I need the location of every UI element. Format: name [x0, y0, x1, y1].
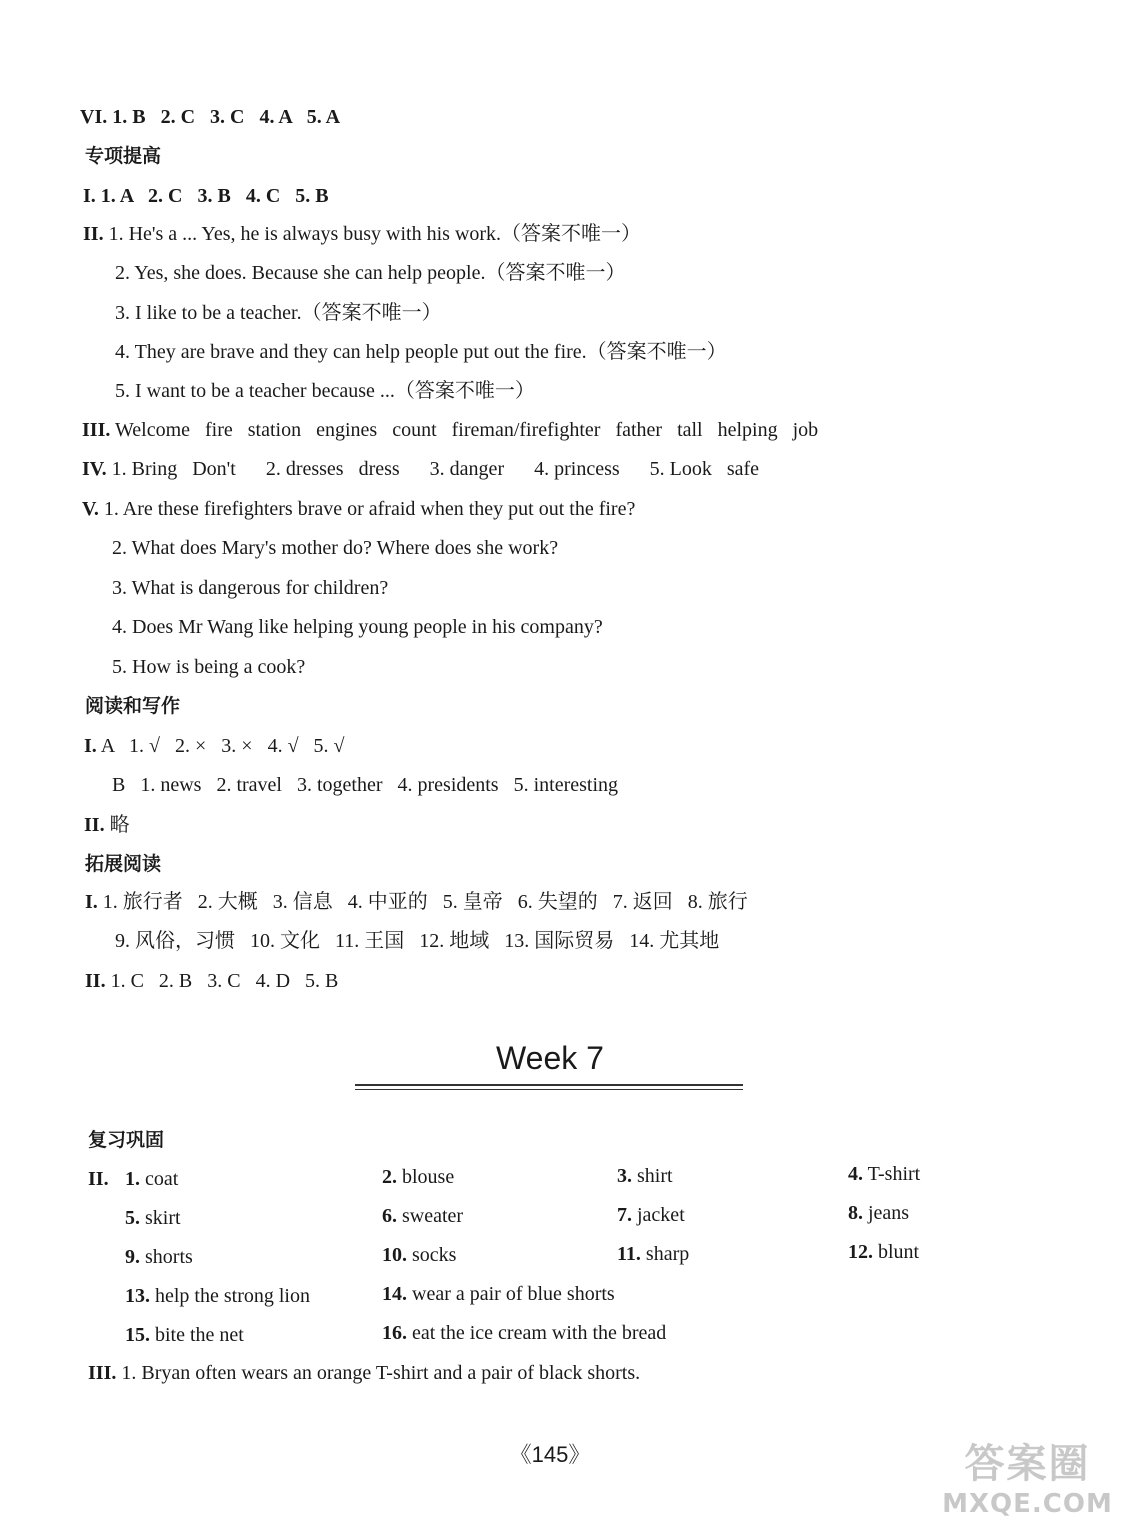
item-text: skirt — [145, 1207, 181, 1229]
answer-line — [80, 104, 340, 130]
item-text: T-shirt — [867, 1163, 921, 1185]
vocab-item — [125, 1283, 310, 1309]
item-text: socks — [412, 1244, 457, 1266]
answer-line: 2. Yes, she does. Because she can help people.（答案不唯一） — [115, 262, 626, 284]
vocab-item — [125, 1205, 181, 1231]
answer-text: 1. B 2. C 3. C 4. A 5. A — [112, 106, 341, 128]
section-heading: 阅读和写作 — [85, 695, 181, 717]
answer-text: Welcome fire station engines count fireman/firefighter father tall helping job — [115, 419, 819, 441]
answer-text: 1. Bring Don't 2. dresses dress 3. danger 4. princess 5. Look safe — [111, 458, 760, 480]
answer-line: 4. Does Mr Wang like helping young people in his company? — [112, 616, 603, 638]
item-text: blunt — [878, 1241, 920, 1263]
item-number: 12. — [848, 1241, 873, 1263]
section-label: III. — [82, 419, 111, 441]
item-text: help the strong lion — [155, 1285, 310, 1307]
vocab-item — [382, 1203, 463, 1229]
answer-text: 1. He's a ... Yes, he is always busy with his work.（答案不唯一） — [108, 223, 642, 245]
section-label: VI. — [80, 106, 108, 128]
section-label: V. — [82, 498, 99, 520]
watermark-url: MXQE.COM — [942, 1489, 1113, 1519]
vocab-item — [382, 1281, 615, 1307]
answer-line: 3. I like to be a teacher.（答案不唯一） — [115, 302, 442, 324]
answer-line — [83, 221, 641, 247]
item-number: 15. — [125, 1324, 150, 1346]
answer-line — [85, 889, 748, 915]
watermark-title: 答案圈 — [964, 1441, 1091, 1487]
vocab-item — [848, 1239, 919, 1265]
vocab-item — [125, 1166, 178, 1192]
item-text: jeans — [868, 1202, 910, 1224]
item-number: 4. — [848, 1163, 863, 1185]
answer-line: 5. I want to be a teacher because ...（答案不唯一） — [115, 380, 535, 402]
answer-line: 5. How is being a cook? — [112, 656, 306, 678]
item-text: sharp — [645, 1243, 690, 1265]
title-rule-thin — [355, 1089, 743, 1090]
item-text: sweater — [402, 1205, 464, 1227]
item-text: shirt — [637, 1165, 673, 1187]
item-text: blouse — [402, 1166, 455, 1188]
answer-line: 3. What is dangerous for children? — [112, 577, 389, 599]
answer-line — [85, 968, 338, 994]
item-text: shorts — [145, 1246, 193, 1268]
item-number: 13. — [125, 1285, 150, 1307]
answer-line — [83, 183, 329, 209]
vocab-item — [617, 1241, 689, 1267]
item-text: bite the net — [155, 1324, 244, 1346]
answer-line: 9. 风俗，习惯 10. 文化 11. 王国 12. 地域 13. 国际贸易 14. 尤其地 — [115, 930, 720, 952]
item-number: 14. — [382, 1283, 407, 1305]
item-number: 2. — [382, 1166, 397, 1188]
vocab-item — [617, 1163, 673, 1189]
vocab-item — [125, 1322, 244, 1348]
vocab-item — [382, 1164, 454, 1190]
page-number: 《145》 — [509, 1442, 591, 1467]
item-number: 11. — [617, 1243, 641, 1265]
item-number: 9. — [125, 1246, 140, 1268]
answer-text: 略 — [109, 814, 130, 836]
section-label: I. — [83, 185, 96, 207]
watermark-logo — [940, 1440, 1115, 1530]
answer-line — [82, 496, 635, 522]
item-number: 1. — [125, 1168, 140, 1190]
section-label: III. — [88, 1362, 117, 1384]
section-label: II. — [88, 1168, 109, 1190]
section-heading: 拓展阅读 — [85, 853, 162, 875]
item-text: coat — [145, 1168, 179, 1190]
answer-text: A 1. √ 2. × 3. × 4. √ 5. √ — [100, 735, 345, 757]
item-number: 7. — [617, 1204, 632, 1226]
answer-line: 4. They are brave and they can help people put out the fire.（答案不唯一） — [115, 341, 727, 363]
vocab-item — [848, 1161, 920, 1187]
section-label: II. — [84, 814, 105, 836]
vocab-item — [382, 1320, 666, 1346]
answer-text: 1. A 2. C 3. B 4. C 5. B — [100, 185, 329, 207]
answer-line — [82, 456, 759, 482]
week-title: Week 7 — [496, 1040, 604, 1076]
item-number: 16. — [382, 1322, 407, 1344]
item-text: jacket — [637, 1204, 685, 1226]
answer-line — [88, 1360, 640, 1386]
title-rule — [355, 1084, 743, 1086]
item-text: eat the ice cream with the bread — [412, 1322, 667, 1344]
answer-text: 1. C 2. B 3. C 4. D 5. B — [110, 970, 339, 992]
item-number: 8. — [848, 1202, 863, 1224]
item-text: wear a pair of blue shorts — [412, 1283, 615, 1305]
vocab-item — [617, 1202, 685, 1228]
item-number: 3. — [617, 1165, 632, 1187]
answer-line: 2. What does Mary's mother do? Where does she work? — [112, 537, 559, 559]
section-label: IV. — [82, 458, 107, 480]
answer-line: B 1. news 2. travel 3. together 4. presidents 5. interesting — [112, 774, 619, 796]
answer-line — [82, 417, 818, 443]
item-number: 6. — [382, 1205, 397, 1227]
section-heading: 专项提高 — [85, 145, 162, 167]
vocab-item — [382, 1242, 456, 1268]
section-label: II. — [85, 970, 106, 992]
answer-text: 1. Are these firefighters brave or afraid when they put out the fire? — [103, 498, 636, 520]
section-heading: 复习巩固 — [88, 1129, 165, 1151]
answer-text: 1. Bryan often wears an orange T-shirt and a pair of black shorts. — [121, 1362, 641, 1384]
section-label: I. — [85, 891, 98, 913]
vocab-item — [848, 1200, 909, 1226]
section-label: I. — [84, 735, 97, 757]
answer-line — [84, 733, 345, 759]
answer-line — [84, 812, 130, 838]
item-number: 5. — [125, 1207, 140, 1229]
vocab-item — [125, 1244, 193, 1270]
section-label: II. — [83, 223, 104, 245]
answer-text: 1. 旅行者 2. 大概 3. 信息 4. 中亚的 5. 皇帝 6. 失望的 7. 返回 8. 旅行 — [102, 891, 748, 913]
item-number: 10. — [382, 1244, 407, 1266]
